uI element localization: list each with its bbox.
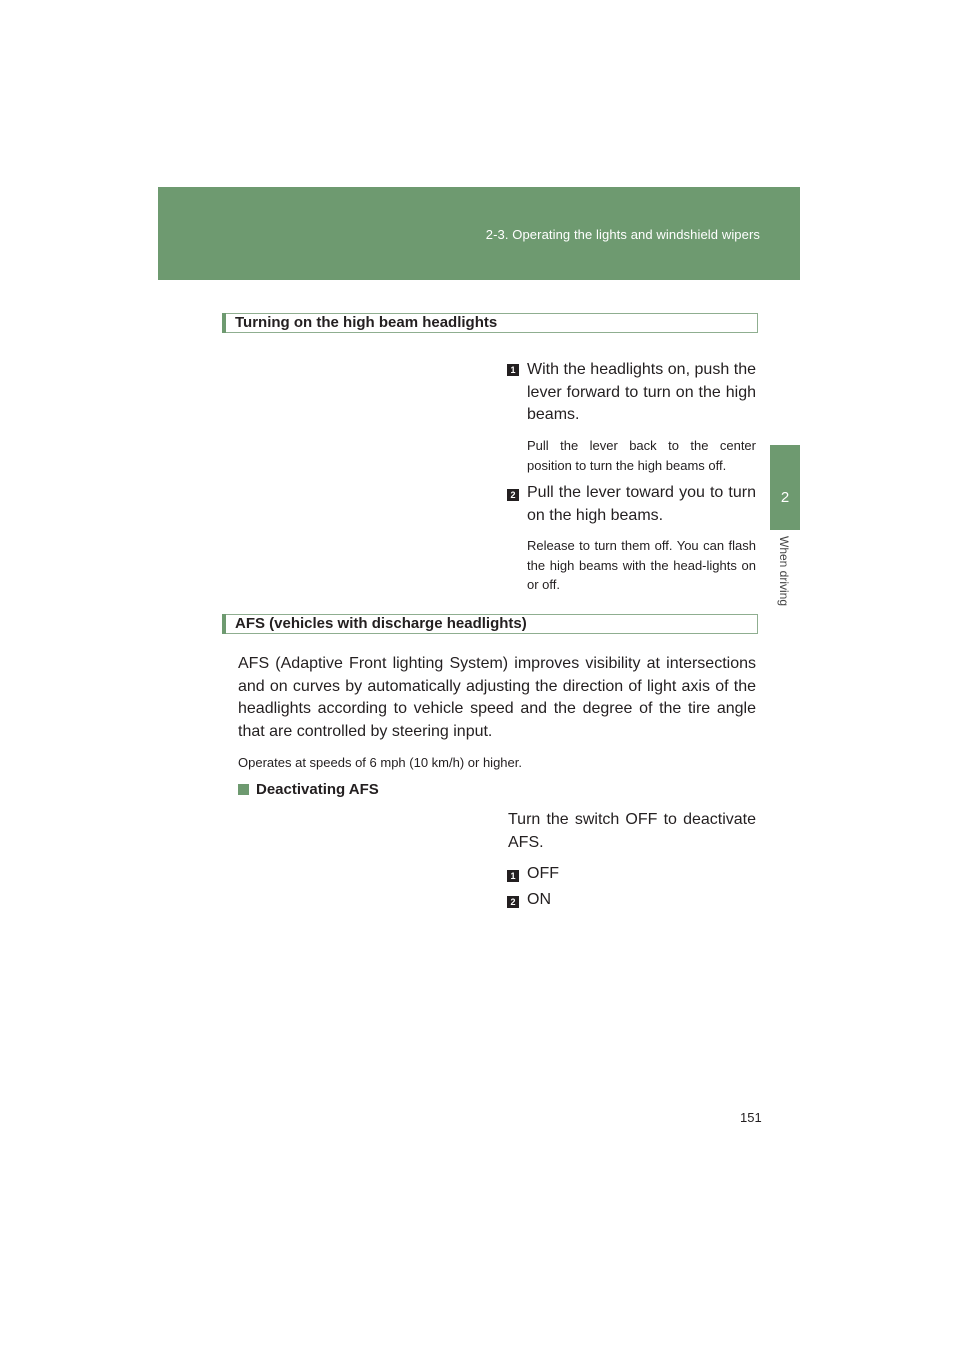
header-title: 2-3. Operating the lights and windshield wipers [485, 227, 760, 242]
subsection-heading-deactivating-afs [238, 781, 379, 798]
section-heading-high-beam [222, 313, 758, 333]
chapter-number: 2 [780, 489, 790, 506]
section-heading-bar [222, 313, 226, 333]
section-heading-bar [222, 614, 226, 634]
section-heading-afs [222, 614, 758, 634]
page-number: 151 [740, 1110, 762, 1125]
step-2-note: Release to turn them off. You can flash the high beams with the head-lights on or off. [527, 538, 756, 592]
step-badge-1: 1 [507, 364, 519, 376]
subsection-square-icon [238, 784, 249, 795]
item-off-label: OFF [527, 865, 559, 882]
header-band [158, 187, 800, 280]
deactivate-afs-text: Turn the switch OFF to deactivate AFS. [508, 811, 756, 851]
afs-description: AFS (Adaptive Front lighting System) improves visibility at intersections and on curves by automatically adjusting the direction of light axis of the headlights according to vehicle speed and the degree of the tire angle that are controlled by steering input. [238, 655, 756, 741]
section-heading-text: AFS (vehicles with discharge headlights) [235, 615, 527, 632]
item-badge-2: 2 [507, 896, 519, 908]
afs-speed-note: Operates at speeds of 6 mph (10 km/h) or higher. [238, 755, 522, 770]
section-heading-text: Turning on the high beam headlights [235, 314, 498, 331]
chapter-side-label [770, 536, 800, 646]
item-on-label: ON [527, 891, 551, 908]
chapter-name: When driving [777, 536, 791, 607]
chapter-tab [770, 445, 800, 530]
step-1-note: Pull the lever back to the center position to turn the high beams off. [527, 438, 756, 473]
step-2-text: Pull the lever toward you to turn on the high beams. [527, 484, 756, 524]
item-badge-1: 1 [507, 870, 519, 882]
subsection-heading-text: Deactivating AFS [256, 781, 379, 798]
step-badge-2: 2 [507, 489, 519, 501]
step-1-text: With the headlights on, push the lever forward to turn on the high beams. [527, 361, 756, 423]
